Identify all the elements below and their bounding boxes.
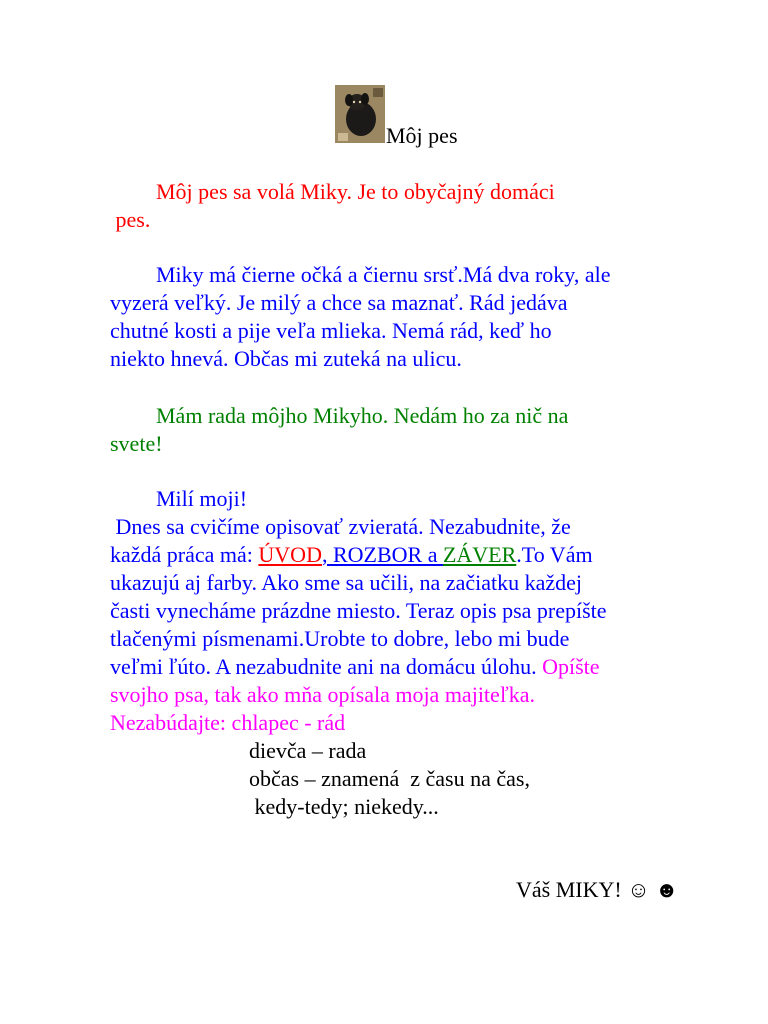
body-line-1: Miky má čierne očká a čiernu srsť.Má dva roky, ale — [156, 262, 611, 287]
letter-line-1: Dnes sa cvičíme opisovať zvieratá. Nezabudnite, že — [110, 514, 571, 539]
rozbor-label: , ROZBOR a — [321, 542, 443, 567]
signature: Váš MIKY! ☺ ☻ — [516, 877, 679, 902]
page-title: Môj pes — [386, 123, 458, 148]
intro-line-2: pes. — [110, 207, 151, 232]
conclusion-line-2: svete! — [110, 431, 163, 456]
letter-greeting: Milí moji! — [156, 486, 248, 511]
letter-line-6-blue: veľmi ľúto. A nezabudnite ani na domácu úlohu. — [110, 654, 543, 679]
letter-line-4: časti vynecháme prázdne miesto. Teraz opis psa prepíšte — [110, 598, 607, 623]
body-line-4: niekto hnevá. Občas mi zuteká na ulicu. — [110, 346, 462, 371]
letter-line-2 — [110, 541, 593, 569]
note-line-2: občas – znamená z času na čas, — [249, 766, 530, 791]
note-line-1: dievča – rada — [249, 738, 367, 763]
conclusion-line-1: Mám rada môjho Mikyho. Nedám ho za nič na — [156, 403, 569, 428]
letter-line-2-start: každá práca má: — [110, 542, 259, 567]
uvod-label: ÚVOD — [258, 542, 322, 567]
letter-line-7: svojho psa, tak ako mňa opísala moja majiteľka. — [110, 682, 536, 707]
letter-line-6 — [110, 653, 600, 681]
note-line-3: kedy-tedy; niekedy... — [249, 794, 439, 819]
dog-photo — [335, 85, 385, 143]
body-line-2: vyzerá veľký. Je milý a chce sa maznať. Rád jedáva — [110, 290, 568, 315]
letter-line-3: ukazujú aj farby. Ako sme sa učili, na začiatku každej — [110, 570, 583, 595]
letter-line-2-end: .To Vám — [516, 542, 593, 567]
body-line-3: chutné kosti a pije veľa mlieka. Nemá rád, keď ho — [110, 318, 552, 343]
letter-line-5: tlačenými písmenami.Urobte to dobre, lebo mi bude — [110, 626, 570, 651]
letter-line-6-pink: Opíšte — [542, 654, 600, 679]
intro-line-1: Môj pes sa volá Miky. Je to obyčajný domáci — [156, 179, 555, 204]
zaver-label: ZÁVER — [442, 542, 517, 567]
letter-line-8: Nezabúdajte: chlapec - rád — [110, 710, 346, 735]
